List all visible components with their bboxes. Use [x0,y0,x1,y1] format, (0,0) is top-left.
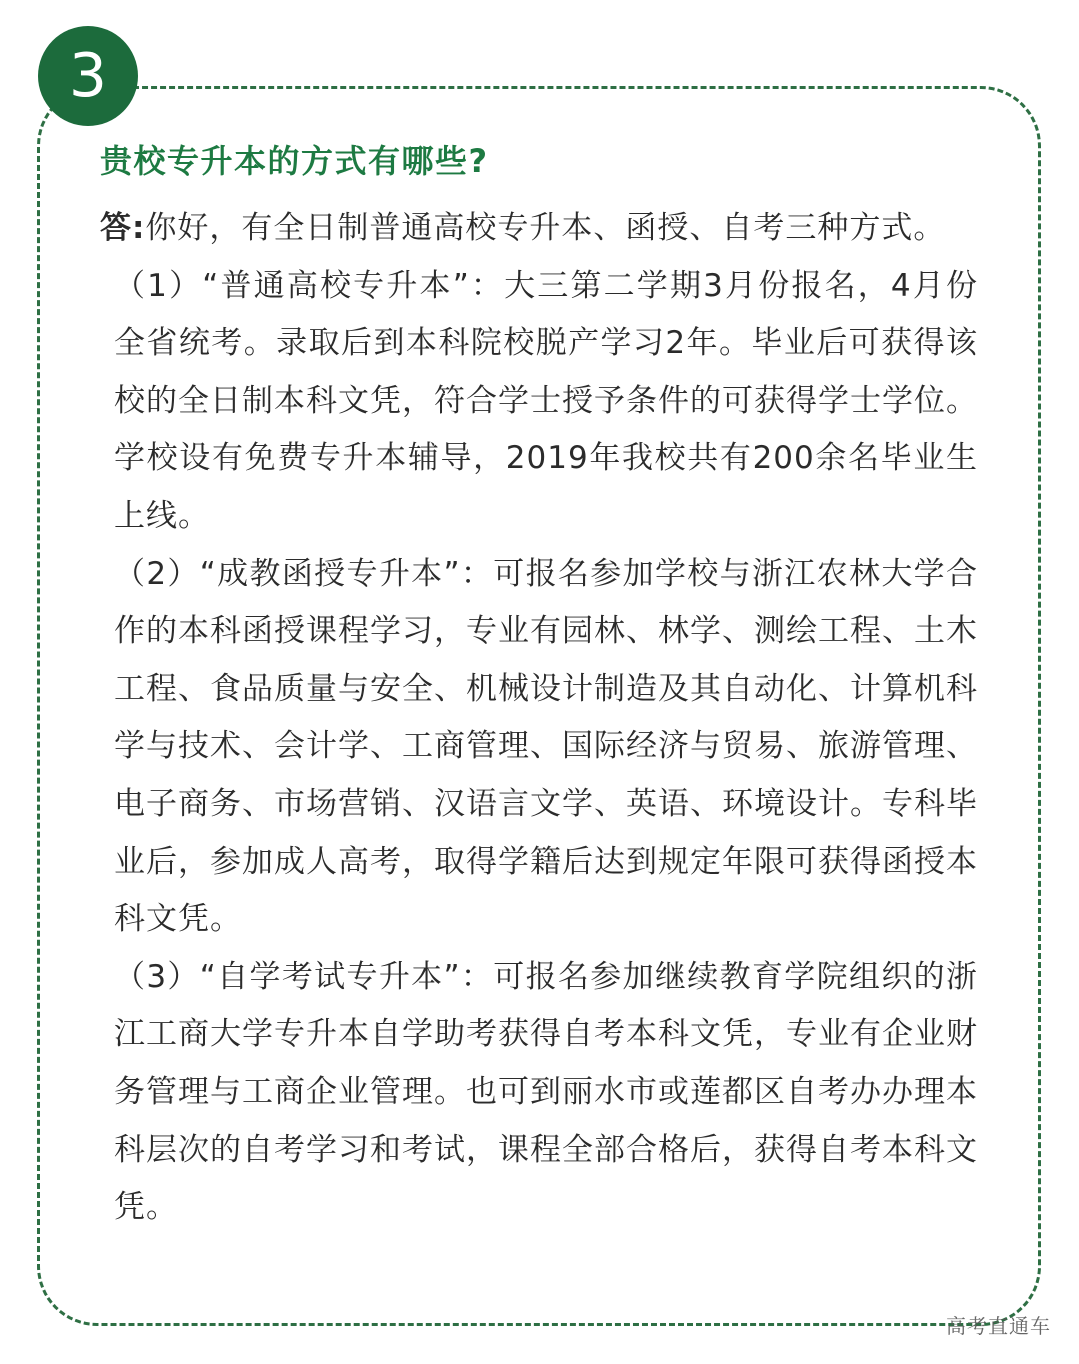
answer-intro-text: 你好，有全日制普通高校专升本、函授、自考三种方式。 [145,210,946,246]
answer-label: 答: [100,210,146,246]
number-badge: 3 [38,26,138,126]
answer-body [100,200,978,1237]
answer-item-1: （1）“普通高校专升本”：大三第二学期3月份报名，4月份全省统考。录取后到本科院校脱产学习2年。毕业后可获得该校的全日制本科文凭，符合学士授予条件的可获得学士学位。学校设有免费专升本辅导，2019年我校共有200余名毕业生上线。 [114,267,978,534]
answer-item-3: （3）“自学考试专升本”：可报名参加继续教育学院组织的浙江工商大学专升本自学助考获得自考本科文凭，专业有企业财务管理与工商企业管理。也可到丽水市或莲都区自考办办理本科层次的自考学习和考试，课程全部合格后，获得自考本科文凭。 [114,958,978,1226]
answer-item-2: （2）“成教函授专升本”：可报名参加学校与浙江农林大学合作的本科函授课程学习，专业有园林、林学、测绘工程、土木工程、食品质量与安全、机械设计制造及其自动化、计算机科学与技术、会计学、工商管理、国际经济与贸易、旅游管理、电子商务、市场营销、汉语言文学、英语、环境设计。专科毕业后，参加成人高考，取得学籍后达到规定年限可获得函授本科文凭。 [114,555,978,938]
watermark-text: 高考直通车 [946,1314,1051,1338]
answer-intro [100,200,978,258]
question-heading: 贵校专升本的方式有哪些? [100,142,489,180]
